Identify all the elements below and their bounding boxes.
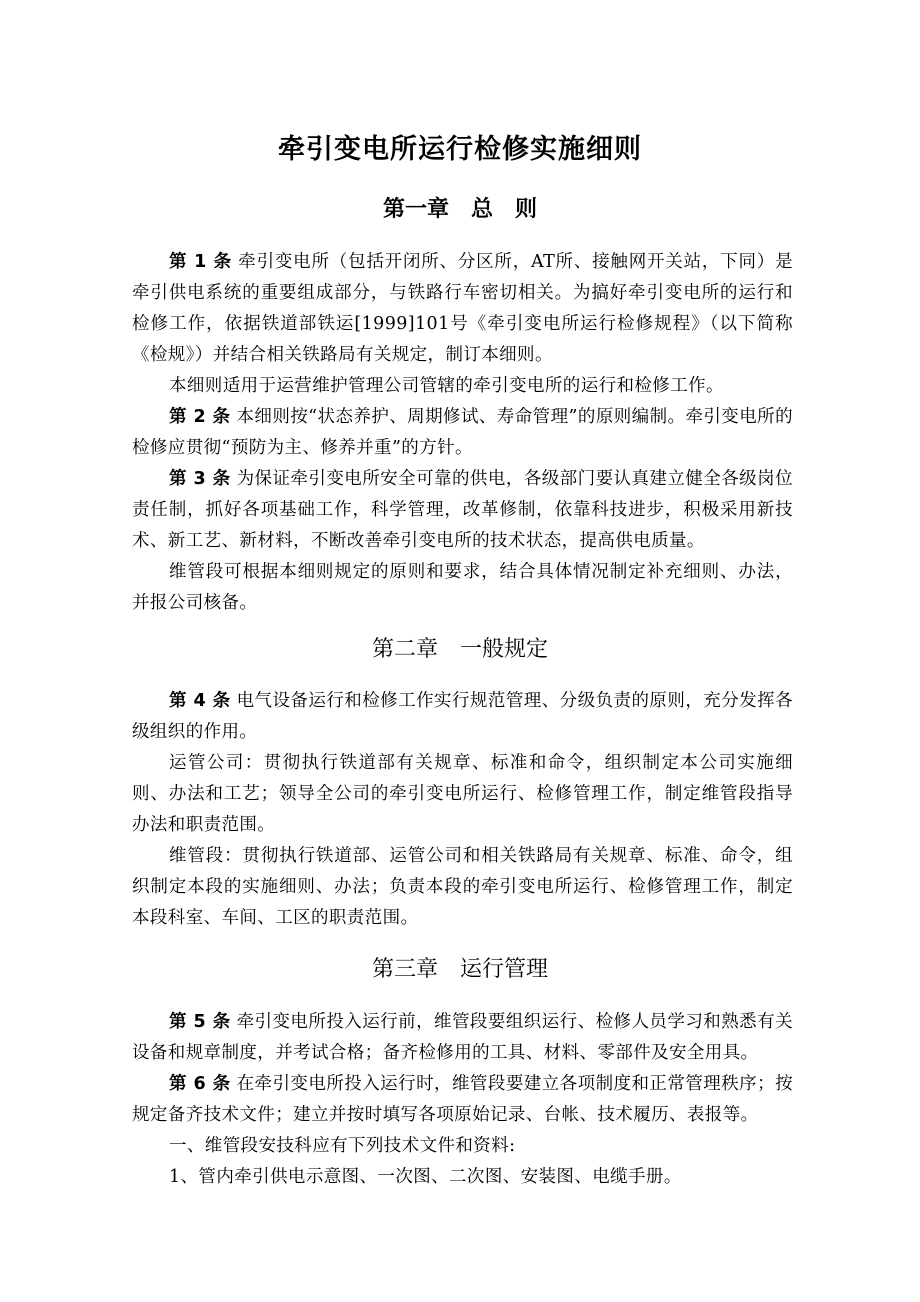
article-2 — [132, 402, 793, 464]
article-label: 第 1 条 — [169, 252, 232, 272]
chapter-heading-3: 第三章 运行管理 — [371, 957, 548, 982]
paragraph-text: 运管公司：贯彻执行铁道部有关规章、标准和命令，组织制定本公司实施细则、办法和工艺；领导全公司的牵引变电所运行、检修管理工作，制定维管段指导办法和职责范围。 — [132, 753, 793, 835]
document-title: 牵引变电所运行检修实施细则 — [278, 134, 642, 165]
article-text: 在牵引变电所投入运行时，维管段要建立各项制度和正常管理秩序；按规定备齐技术文件；建立并按时填写各项原始记录、台帐、技术履历、表报等。 — [132, 1074, 793, 1125]
paragraph-text: 一、维管段安技科应有下列技术文件和资料: — [169, 1136, 516, 1156]
article-6 — [132, 1069, 793, 1131]
chapter-3-body — [132, 1007, 793, 1193]
paragraph — [132, 557, 793, 619]
paragraph-text: 维管段：贯彻执行铁道部、运管公司和相关铁路局有关规章、标准、命令，组织制定本段的实施细则、办法；负责本段的牵引变电所运行、检修管理工作，制定本段科室、车间、工区的职责范围。 — [132, 846, 793, 928]
paragraph — [132, 1162, 793, 1193]
article-label: 第 4 条 — [169, 691, 231, 711]
chapter-heading-1: 第一章 总 则 — [382, 197, 537, 222]
article-text: 牵引变电所（包括开闭所、分区所，AT所、接触网开关站，下同）是牵引供电系统的重要组成部分，与铁路行车密切相关。为搞好牵引变电所的运行和检修工作，依据铁道部铁运[1999]101号《牵引变电所运行检修规程》（以下简称《检规》）并结合相关铁路局有关规定，制订本细则。 — [132, 252, 793, 365]
article-label: 第 6 条 — [169, 1074, 231, 1094]
paragraph — [132, 371, 793, 402]
article-text: 本细则按“状态养护、周期修试、寿命管理”的原则编制。牵引变电所的检修应贯彻“预防为主、修养并重”的方针。 — [132, 407, 793, 458]
article-1 — [132, 247, 793, 371]
article-4 — [132, 686, 793, 748]
paragraph — [132, 1131, 793, 1162]
chapter-2-body — [132, 686, 793, 934]
paragraph — [132, 748, 793, 841]
paragraph-text: 1、管内牵引供电示意图、一次图、二次图、安装图、电缆手册。 — [169, 1167, 682, 1187]
article-text: 牵引变电所投入运行前，维管段要组织运行、检修人员学习和熟悉有关设备和规章制度，并考试合格；备齐检修用的工具、材料、零部件及安全用具。 — [132, 1012, 793, 1063]
article-text: 电气设备运行和检修工作实行规范管理、分级负责的原则，充分发挥各级组织的作用。 — [132, 691, 793, 742]
paragraph — [132, 841, 793, 934]
article-5 — [132, 1007, 793, 1069]
chapter-1-body — [132, 247, 793, 619]
article-3 — [132, 464, 793, 557]
article-label: 第 3 条 — [169, 469, 231, 489]
article-text: 为保证牵引变电所安全可靠的供电，各级部门要认真建立健全各级岗位责任制，抓好各项基础工作，科学管理，改革修制，依靠科技进步，积极采用新技术、新工艺、新材料，不断改善牵引变电所的技术状态，提高供电质量。 — [132, 469, 793, 551]
paragraph-text: 维管段可根据本细则规定的原则和要求，结合具体情况制定补充细则、办法，并报公司核备。 — [132, 562, 793, 613]
chapter-heading-2: 第二章 一般规定 — [371, 637, 548, 662]
article-label: 第 2 条 — [169, 407, 231, 427]
article-label: 第 5 条 — [169, 1012, 231, 1032]
paragraph-text: 本细则适用于运营维护管理公司管辖的牵引变电所的运行和检修工作。 — [169, 376, 724, 396]
